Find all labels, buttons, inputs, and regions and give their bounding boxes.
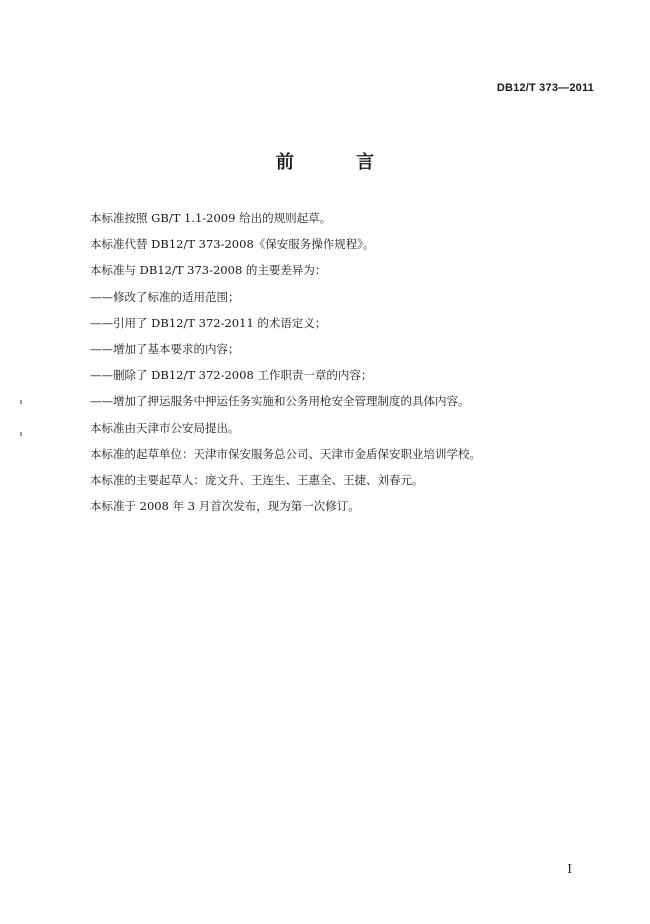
list-item: ——引用了 DB12/T 372-2011 的术语定义； (90, 315, 327, 330)
paragraph-drafting-rules: 本标准按照 GB/T 1.1-2009 给出的规则起草。 (90, 211, 332, 225)
paragraph-replaces: 本标准代替 DB12/T 373-2008《保安服务操作规程》。 (90, 237, 375, 252)
paragraph-history: 本标准于 2008 年 3 月首次发布，现为第一次修订。 (90, 499, 360, 514)
paragraph-differences-intro: 本标准与 DB12/T 373-2008 的主要差异为： (90, 263, 327, 278)
document-code: DB12/T 373—2011 (496, 82, 594, 94)
paragraph-proposer: 本标准由天津市公安局提出。 (90, 420, 240, 435)
page-number: I (567, 862, 572, 876)
preface-body (90, 205, 610, 519)
list-item: ——增加了押运服务中押运任务实施和公务用枪安全管理制度的具体内容。 (90, 394, 470, 409)
list-item: ——修改了标准的适用范围； (90, 289, 240, 304)
list-item: ——删除了 DB12/T 372-2008 工作职责一章的内容； (90, 368, 373, 383)
paragraph-drafting-units: 本标准的起草单位：天津市保安服务总公司、天津市金盾保安职业培训学校。 (90, 446, 481, 461)
scan-speck (20, 432, 22, 436)
page-title: 前 言 (275, 152, 403, 173)
list-item: ——增加了基本要求的内容； (90, 341, 240, 356)
paragraph-drafters: 本标准的主要起草人：庞文升、王连生、王惠全、王捷、刘春元。 (90, 472, 424, 487)
scan-speck (20, 400, 22, 404)
